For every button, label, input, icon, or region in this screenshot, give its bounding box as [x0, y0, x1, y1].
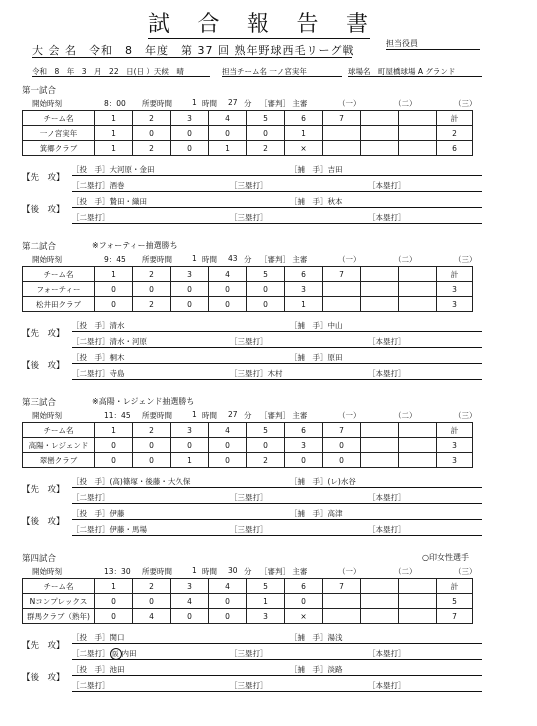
duration-minutes: 27: [228, 98, 238, 107]
homer-entry: ［本塁打］: [368, 337, 406, 346]
game-title: 第一試合: [22, 86, 57, 96]
team-column-header: チーム名: [23, 111, 95, 126]
team-name-cell: 群馬クラブ（熟年): [23, 609, 95, 624]
umpire-first: （一）: [338, 567, 361, 576]
hour-label: 時間: [202, 567, 217, 576]
inning-score-cell: 0: [95, 453, 133, 468]
total-header: 計: [437, 423, 473, 438]
row-underline: [72, 175, 482, 176]
catcher-entry: ［捕 手］秋本: [290, 197, 343, 206]
inning-score-cell: 1: [285, 297, 323, 312]
page-title: 試 合 報 告 書: [148, 12, 370, 37]
total-score-cell: 6: [437, 141, 473, 156]
inning-score-cell: 4: [171, 594, 209, 609]
start-label: 開始時刻: [32, 255, 62, 264]
catcher-entry: ［捕 手］中山: [290, 321, 343, 330]
inning-score-cell: 3: [285, 438, 323, 453]
inning-score-cell: 0: [171, 609, 209, 624]
row-underline: [72, 363, 482, 364]
inning-header: 5: [247, 579, 285, 594]
inning-score-cell: 0: [209, 594, 247, 609]
inning-score-cell: 0: [247, 297, 285, 312]
second-label: 【後 攻】: [22, 205, 65, 215]
inning-score-cell: [361, 438, 399, 453]
inning-score-cell: 1: [171, 453, 209, 468]
triple-entry: ［三塁打］: [230, 337, 268, 346]
inning-score-cell: [361, 609, 399, 624]
row-underline: [72, 691, 482, 692]
inning-header: [361, 579, 399, 594]
inning-header: 2: [133, 423, 171, 438]
minute-label: 分: [244, 411, 252, 420]
triple-entry: ［三塁打］: [230, 181, 268, 190]
umpire-second: （二）: [394, 411, 417, 420]
hour-label: 時間: [202, 255, 217, 264]
first-label: 【先 攻】: [22, 485, 65, 495]
inning-score-cell: 0: [171, 297, 209, 312]
inning-score-cell: [399, 141, 437, 156]
inning-score-cell: 1: [95, 126, 133, 141]
game-section: [22, 84, 512, 234]
hour-label: 時間: [202, 99, 217, 108]
inning-score-cell: 0: [133, 282, 171, 297]
homer-entry: ［本塁打］: [368, 525, 406, 534]
umpire-label: ［審判］ 主審: [260, 411, 308, 420]
total-score-cell: 3: [437, 297, 473, 312]
inning-score-cell: ×: [285, 609, 323, 624]
second-label: 【後 攻】: [22, 673, 65, 683]
pitcher-entry: ［投 手］(高)篠塚・後藤・大久保: [72, 477, 191, 486]
team-name-cell: 高陽・レジェンド: [23, 438, 95, 453]
inning-score-cell: 0: [133, 594, 171, 609]
team-name-cell: 箕郷クラブ: [23, 141, 95, 156]
double-entry: ［二塁打］寺島: [72, 369, 125, 378]
inning-score-cell: 0: [95, 594, 133, 609]
start-label: 開始時刻: [32, 567, 62, 576]
duration-hours: 1: [192, 254, 197, 263]
pitcher-entry: ［投 手］清水: [72, 321, 125, 330]
inning-score-cell: 0: [247, 126, 285, 141]
total-header: 計: [437, 267, 473, 282]
inning-score-cell: [399, 438, 437, 453]
row-underline: [72, 535, 482, 536]
total-score-cell: 3: [437, 438, 473, 453]
inning-header: 5: [247, 111, 285, 126]
inning-header: 4: [209, 423, 247, 438]
triple-entry: ［三塁打］木村: [230, 369, 283, 378]
duration-label: 所要時間: [142, 255, 172, 264]
inning-header: [399, 423, 437, 438]
umpire-second: （二）: [394, 99, 417, 108]
host-team: 担当チーム名 一ノ宮実年: [222, 67, 307, 76]
start-time: 9：45: [104, 255, 126, 264]
homer-entry: ［本塁打］: [368, 213, 406, 222]
team-name-cell: 翠巒クラブ: [23, 453, 95, 468]
row-underline: [72, 659, 482, 660]
game-section: [22, 396, 512, 546]
scoreboard-header-row: [23, 111, 473, 126]
double-entry: ［二塁打］酒巻: [72, 181, 125, 190]
homer-entry: ［本塁打］: [368, 681, 406, 690]
inning-header: 5: [247, 423, 285, 438]
homer-entry: ［本塁打］: [368, 181, 406, 190]
double-entry: ［二塁打］: [72, 213, 110, 222]
total-header: 計: [437, 111, 473, 126]
pitcher-entry: ［投 手］大河原・金田: [72, 165, 155, 174]
inning-score-cell: 0: [323, 438, 361, 453]
scoreboard-table: [22, 422, 473, 468]
scoreboard-row: [23, 297, 473, 312]
inning-score-cell: 0: [133, 438, 171, 453]
inning-score-cell: [399, 453, 437, 468]
inning-header: 2: [133, 579, 171, 594]
duration-label: 所要時間: [142, 99, 172, 108]
duration-minutes: 27: [228, 410, 238, 419]
umpire-second: （二）: [394, 255, 417, 264]
catcher-entry: ［捕 手］湯浅: [290, 633, 343, 642]
inning-score-cell: 1: [285, 126, 323, 141]
total-score-cell: 7: [437, 609, 473, 624]
inning-header: 4: [209, 579, 247, 594]
start-label: 開始時刻: [32, 99, 62, 108]
team-name-cell: Nコンプレックス: [23, 594, 95, 609]
inning-header: [399, 111, 437, 126]
inning-score-cell: 0: [285, 453, 323, 468]
double-entry: ［二塁打］清水・河原: [72, 337, 147, 346]
inning-header: 4: [209, 267, 247, 282]
ground-name: 球場名 町屋橋球場 A グランド: [348, 67, 456, 76]
catcher-entry: ［捕 手］淡路: [290, 665, 343, 674]
umpire-label: ［審判］ 主審: [260, 99, 308, 108]
umpire-first: （一）: [338, 99, 361, 108]
inning-score-cell: 3: [285, 282, 323, 297]
umpire-third: （三）: [454, 411, 477, 420]
team-column-header: チーム名: [23, 423, 95, 438]
inning-score-cell: 0: [209, 297, 247, 312]
triple-entry: ［三塁打］: [230, 213, 268, 222]
inning-score-cell: 2: [133, 141, 171, 156]
inning-score-cell: [323, 141, 361, 156]
game-title: 第三試合: [22, 398, 57, 408]
inning-score-cell: 2: [247, 453, 285, 468]
inning-score-cell: [361, 594, 399, 609]
inning-score-cell: 0: [209, 126, 247, 141]
row-underline: [72, 223, 482, 224]
inning-score-cell: 1: [247, 594, 285, 609]
duration-label: 所要時間: [142, 567, 172, 576]
total-header: 計: [437, 579, 473, 594]
inning-header: 7: [323, 267, 361, 282]
double-entry: ［二塁打］伊藤・馬場: [72, 525, 147, 534]
inning-score-cell: 0: [171, 141, 209, 156]
scoreboard-header-row: [23, 423, 473, 438]
inning-score-cell: 2: [247, 141, 285, 156]
inning-score-cell: 0: [209, 453, 247, 468]
inning-header: 4: [209, 111, 247, 126]
inning-header: 1: [95, 111, 133, 126]
catcher-entry: ［捕 手］高津: [290, 509, 343, 518]
total-score-cell: 3: [437, 453, 473, 468]
ground-underline: [348, 76, 482, 77]
game-title: 第二試合: [22, 242, 57, 252]
row-underline: [72, 347, 482, 348]
inning-score-cell: 2: [133, 297, 171, 312]
scoreboard-table: [22, 266, 473, 312]
umpire-label: ［審判］ 主審: [260, 255, 308, 264]
inning-score-cell: [361, 453, 399, 468]
inning-score-cell: [399, 297, 437, 312]
inning-score-cell: [361, 282, 399, 297]
inning-score-cell: 0: [95, 438, 133, 453]
team-column-header: チーム名: [23, 267, 95, 282]
start-label: 開始時刻: [32, 411, 62, 420]
total-score-cell: 2: [437, 126, 473, 141]
inning-header: [361, 267, 399, 282]
team-name-cell: 一ノ宮実年: [23, 126, 95, 141]
inning-header: [399, 579, 437, 594]
triple-entry: ［三塁打］: [230, 681, 268, 690]
inning-score-cell: [361, 126, 399, 141]
duration-minutes: 43: [228, 254, 238, 263]
inning-score-cell: 0: [133, 126, 171, 141]
female-mark: 阪: [110, 648, 122, 660]
umpire-label: ［審判］ 主審: [260, 567, 308, 576]
inning-header: 2: [133, 267, 171, 282]
start-time: 11：45: [104, 411, 131, 420]
team-column-header: チーム名: [23, 579, 95, 594]
first-label: 【先 攻】: [22, 173, 65, 183]
start-time: 13：30: [104, 567, 131, 576]
inning-score-cell: 0: [247, 282, 285, 297]
inning-score-cell: [323, 609, 361, 624]
inning-header: 7: [323, 111, 361, 126]
inning-score-cell: 0: [95, 609, 133, 624]
homer-entry: ［本塁打］: [368, 369, 406, 378]
inning-score-cell: 0: [247, 438, 285, 453]
inning-score-cell: [399, 282, 437, 297]
inning-score-cell: [361, 141, 399, 156]
row-underline: [72, 191, 482, 192]
game-note: ※フォーティー抽選勝ち: [92, 241, 178, 250]
game-section: [22, 240, 512, 390]
scoreboard-header-row: [23, 267, 473, 282]
pitcher-entry: ［投 手］桐木: [72, 353, 125, 362]
umpire-third: （三）: [454, 99, 477, 108]
inning-score-cell: [323, 594, 361, 609]
scoreboard-table: [22, 110, 473, 156]
inning-score-cell: 1: [95, 141, 133, 156]
duration-hours: 1: [192, 98, 197, 107]
duration-label: 所要時間: [142, 411, 172, 420]
minute-label: 分: [244, 255, 252, 264]
hour-label: 時間: [202, 411, 217, 420]
inning-header: 6: [285, 423, 323, 438]
team-name-cell: フォーティー: [23, 282, 95, 297]
scoreboard-row: [23, 438, 473, 453]
homer-entry: ［本塁打］: [368, 649, 406, 658]
double-entry: ［二塁打］ 阪 内田: [72, 649, 137, 658]
inning-header: 6: [285, 267, 323, 282]
pitcher-entry: ［投 手］池田: [72, 665, 125, 674]
inning-header: 6: [285, 579, 323, 594]
inning-header: 7: [323, 579, 361, 594]
inning-header: 3: [171, 111, 209, 126]
second-label: 【後 攻】: [22, 361, 65, 371]
triple-entry: ［三塁打］: [230, 493, 268, 502]
triple-entry: ［三塁打］: [230, 649, 268, 658]
double-entry: ［二塁打］: [72, 493, 110, 502]
date-underline: [32, 76, 210, 77]
inning-header: 3: [171, 267, 209, 282]
inning-score-cell: [323, 126, 361, 141]
scoreboard-row: [23, 594, 473, 609]
game-note: ○印女性選手: [422, 553, 469, 562]
inning-header: 5: [247, 267, 285, 282]
inning-score-cell: [399, 594, 437, 609]
umpire-third: （三）: [454, 255, 477, 264]
scoreboard-row: [23, 126, 473, 141]
inning-score-cell: 4: [133, 609, 171, 624]
row-underline: [72, 519, 482, 520]
start-time: 8：00: [104, 99, 126, 108]
scoreboard-row: [23, 453, 473, 468]
umpire-first: （一）: [338, 255, 361, 264]
row-underline: [72, 379, 482, 380]
inning-score-cell: 0: [323, 453, 361, 468]
team-underline: [222, 76, 342, 77]
pitcher-entry: ［投 手］贄田・織田: [72, 197, 147, 206]
scoreboard-table: [22, 578, 473, 624]
inning-header: [399, 267, 437, 282]
inning-header: 6: [285, 111, 323, 126]
row-underline: [72, 675, 482, 676]
inning-score-cell: 0: [209, 438, 247, 453]
inning-score-cell: 1: [209, 141, 247, 156]
catcher-entry: ［捕 手］原田: [290, 353, 343, 362]
first-label: 【先 攻】: [22, 329, 65, 339]
umpire-third: （三）: [454, 567, 477, 576]
inning-score-cell: 0: [285, 594, 323, 609]
inning-score-cell: 0: [95, 297, 133, 312]
pitcher-entry: ［投 手］伊藤: [72, 509, 125, 518]
row-underline: [72, 643, 482, 644]
tournament-underline: [32, 57, 352, 58]
inning-score-cell: 0: [95, 282, 133, 297]
match-date: 令和 8 年 3 月 22 日(日 ）天候 晴: [32, 67, 184, 76]
catcher-entry: ［捕 手］(レ)水谷: [290, 477, 356, 486]
inning-score-cell: [399, 126, 437, 141]
row-underline: [72, 331, 482, 332]
inning-header: 1: [95, 423, 133, 438]
inning-header: 3: [171, 579, 209, 594]
inning-header: [361, 111, 399, 126]
minute-label: 分: [244, 567, 252, 576]
scoreboard-header-row: [23, 579, 473, 594]
row-underline: [72, 207, 482, 208]
duration-hours: 1: [192, 566, 197, 575]
inning-header: [361, 423, 399, 438]
row-underline: [72, 487, 482, 488]
scoreboard-row: [23, 282, 473, 297]
homer-entry: ［本塁打］: [368, 493, 406, 502]
inning-score-cell: 0: [171, 438, 209, 453]
inning-header: 3: [171, 423, 209, 438]
duration-hours: 1: [192, 410, 197, 419]
inning-header: 1: [95, 579, 133, 594]
scoreboard-row: [23, 141, 473, 156]
inning-score-cell: [323, 297, 361, 312]
inning-score-cell: 0: [133, 453, 171, 468]
first-label: 【先 攻】: [22, 641, 65, 651]
second-label: 【後 攻】: [22, 517, 65, 527]
inning-score-cell: [361, 297, 399, 312]
catcher-entry: ［捕 手］吉田: [290, 165, 343, 174]
officer-label: 担当役員: [386, 38, 480, 50]
team-name-cell: 松井田クラブ: [23, 297, 95, 312]
minute-label: 分: [244, 99, 252, 108]
triple-entry: ［三塁打］: [230, 525, 268, 534]
row-underline: [72, 503, 482, 504]
scoreboard-row: [23, 609, 473, 624]
pitcher-entry: ［投 手］関口: [72, 633, 125, 642]
inning-score-cell: 3: [247, 609, 285, 624]
tournament-name: 大 会 名 令和 8 年度 第 37 回 熟年野球西毛リーグ戦: [32, 44, 355, 57]
inning-header: 7: [323, 423, 361, 438]
umpire-second: （二）: [394, 567, 417, 576]
game-section: [22, 552, 512, 702]
umpire-first: （一）: [338, 411, 361, 420]
inning-score-cell: 0: [171, 282, 209, 297]
inning-header: 1: [95, 267, 133, 282]
inning-score-cell: 0: [209, 609, 247, 624]
game-note: ※高陽・レジェンド抽選勝ち: [92, 397, 195, 406]
duration-minutes: 30: [228, 566, 238, 575]
inning-score-cell: ×: [285, 141, 323, 156]
inning-score-cell: [323, 282, 361, 297]
double-entry: ［二塁打］: [72, 681, 110, 690]
inning-score-cell: 0: [171, 126, 209, 141]
inning-header: 2: [133, 111, 171, 126]
game-title: 第四試合: [22, 554, 57, 564]
total-score-cell: 3: [437, 282, 473, 297]
inning-score-cell: 0: [209, 282, 247, 297]
total-score-cell: 5: [437, 594, 473, 609]
inning-score-cell: [399, 609, 437, 624]
